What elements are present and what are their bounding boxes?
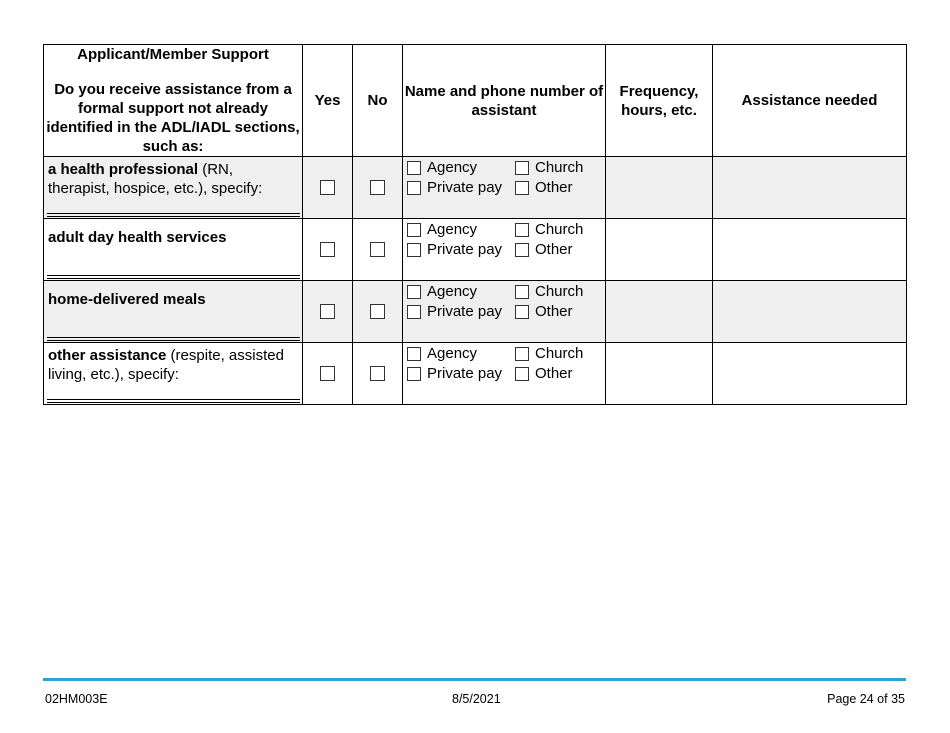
no-cell bbox=[353, 219, 403, 281]
option-church[interactable]: Church bbox=[515, 158, 595, 178]
yes-checkbox[interactable] bbox=[320, 366, 335, 381]
page-number: Page 24 of 35 bbox=[827, 692, 905, 706]
support-item-cell bbox=[44, 157, 303, 219]
frequency-cell[interactable] bbox=[606, 281, 713, 343]
yes-checkbox[interactable] bbox=[320, 304, 335, 319]
yes-cell bbox=[303, 281, 353, 343]
no-checkbox[interactable] bbox=[370, 242, 385, 257]
option-other[interactable]: Other bbox=[515, 364, 595, 384]
option-church[interactable]: Church bbox=[515, 282, 595, 302]
table-row bbox=[44, 281, 907, 343]
no-checkbox[interactable] bbox=[370, 304, 385, 319]
yes-checkbox[interactable] bbox=[320, 180, 335, 195]
footer-rule bbox=[43, 678, 906, 681]
private-pay-checkbox[interactable] bbox=[407, 181, 421, 195]
name-phone-header: Name and phone number of assistant bbox=[403, 45, 606, 157]
no-cell bbox=[353, 157, 403, 219]
no-checkbox[interactable] bbox=[370, 180, 385, 195]
agency-checkbox[interactable] bbox=[407, 285, 421, 299]
support-question: Do you receive assistance from a formal support not already identified in the ADL/IADL sections, such as: bbox=[46, 81, 300, 155]
agency-checkbox[interactable] bbox=[407, 223, 421, 237]
private-pay-checkbox[interactable] bbox=[407, 243, 421, 257]
support-item-cell bbox=[44, 343, 303, 405]
assistance-needed-cell[interactable] bbox=[713, 219, 907, 281]
specify-field-line[interactable] bbox=[47, 213, 300, 217]
option-agency[interactable]: Agency bbox=[407, 344, 515, 364]
support-item-bold: adult day health services bbox=[48, 229, 227, 246]
option-agency[interactable]: Agency bbox=[407, 220, 515, 240]
applicant-member-support-table bbox=[43, 44, 907, 405]
support-title: Applicant/Member Support bbox=[77, 46, 269, 63]
support-item-cell bbox=[44, 281, 303, 343]
yes-cell bbox=[303, 343, 353, 405]
support-item-detail: (respite, assisted living, etc.), specify: bbox=[48, 347, 284, 383]
frequency-header: Frequency, hours, etc. bbox=[606, 45, 713, 157]
table-row bbox=[44, 343, 907, 405]
option-church[interactable]: Church bbox=[515, 344, 595, 364]
yes-cell bbox=[303, 157, 353, 219]
option-agency[interactable]: Agency bbox=[407, 158, 515, 178]
specify-field-line[interactable] bbox=[47, 337, 300, 341]
church-checkbox[interactable] bbox=[515, 223, 529, 237]
assistance-needed-cell[interactable] bbox=[713, 281, 907, 343]
yes-checkbox[interactable] bbox=[320, 242, 335, 257]
form-id: 02HM003E bbox=[45, 692, 108, 706]
support-item-detail: (RN, therapist, hospice, etc.), specify: bbox=[48, 161, 263, 197]
option-other[interactable]: Other bbox=[515, 178, 595, 198]
assistant-type-cell bbox=[403, 281, 606, 343]
option-other[interactable]: Other bbox=[515, 302, 595, 322]
support-header bbox=[44, 45, 303, 157]
no-checkbox[interactable] bbox=[370, 366, 385, 381]
no-header: No bbox=[353, 45, 403, 157]
support-item-bold: home-delivered meals bbox=[48, 291, 206, 308]
option-church[interactable]: Church bbox=[515, 220, 595, 240]
form-date: 8/5/2021 bbox=[452, 692, 501, 706]
frequency-cell[interactable] bbox=[606, 157, 713, 219]
no-cell bbox=[353, 281, 403, 343]
church-checkbox[interactable] bbox=[515, 347, 529, 361]
no-cell bbox=[353, 343, 403, 405]
specify-field-line[interactable] bbox=[47, 275, 300, 279]
private-pay-checkbox[interactable] bbox=[407, 305, 421, 319]
option-private-pay[interactable]: Private pay bbox=[407, 302, 515, 322]
option-private-pay[interactable]: Private pay bbox=[407, 240, 515, 260]
option-agency[interactable]: Agency bbox=[407, 282, 515, 302]
assistant-type-cell bbox=[403, 219, 606, 281]
other-checkbox[interactable] bbox=[515, 367, 529, 381]
table-row bbox=[44, 219, 907, 281]
agency-checkbox[interactable] bbox=[407, 161, 421, 175]
frequency-cell[interactable] bbox=[606, 343, 713, 405]
agency-checkbox[interactable] bbox=[407, 347, 421, 361]
support-item-bold: other assistance bbox=[48, 347, 167, 364]
assistant-type-cell bbox=[403, 343, 606, 405]
frequency-cell[interactable] bbox=[606, 219, 713, 281]
assistance-needed-cell[interactable] bbox=[713, 157, 907, 219]
assistance-needed-cell[interactable] bbox=[713, 343, 907, 405]
assistance-needed-header: Assistance needed bbox=[713, 45, 907, 157]
other-checkbox[interactable] bbox=[515, 305, 529, 319]
yes-header: Yes bbox=[303, 45, 353, 157]
church-checkbox[interactable] bbox=[515, 285, 529, 299]
specify-field-line[interactable] bbox=[47, 399, 300, 403]
assistant-type-cell bbox=[403, 157, 606, 219]
option-other[interactable]: Other bbox=[515, 240, 595, 260]
other-checkbox[interactable] bbox=[515, 243, 529, 257]
support-item-bold: a health professional bbox=[48, 161, 199, 178]
support-item-cell bbox=[44, 219, 303, 281]
table-row bbox=[44, 157, 907, 219]
option-private-pay[interactable]: Private pay bbox=[407, 364, 515, 384]
table-header-row bbox=[44, 45, 907, 157]
other-checkbox[interactable] bbox=[515, 181, 529, 195]
church-checkbox[interactable] bbox=[515, 161, 529, 175]
yes-cell bbox=[303, 219, 353, 281]
private-pay-checkbox[interactable] bbox=[407, 367, 421, 381]
option-private-pay[interactable]: Private pay bbox=[407, 178, 515, 198]
